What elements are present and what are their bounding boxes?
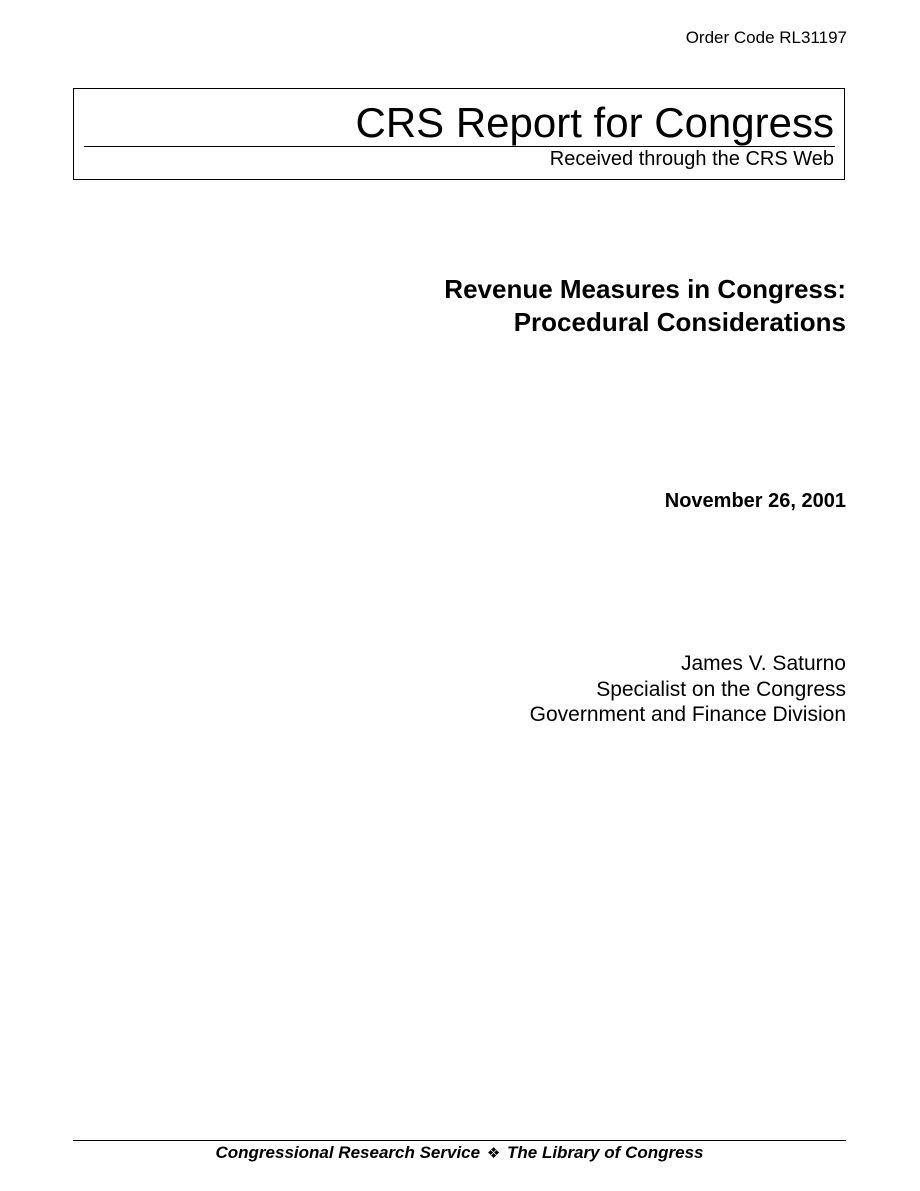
masthead-title: CRS Report for Congress [355, 99, 834, 146]
report-title [246, 273, 846, 339]
author-position: Specialist on the Congress [596, 677, 846, 701]
footer-library: The Library of Congress [507, 1143, 704, 1162]
footer-divider [73, 1140, 846, 1141]
diamond-ornament-icon: ❖ [486, 1144, 501, 1162]
report-title-line: Revenue Measures in Congress: [444, 274, 846, 304]
author-block [530, 651, 846, 728]
report-title-line: Procedural Considerations [513, 307, 846, 337]
masthead-box [73, 88, 845, 180]
footer [73, 1143, 846, 1163]
footer-organization: Congressional Research Service [215, 1143, 481, 1162]
report-date: November 26, 2001 [664, 490, 846, 512]
order-code: Order Code RL31197 [685, 28, 847, 47]
author-name: James V. Saturno [681, 652, 846, 675]
masthead-subtitle: Received through the CRS Web [549, 148, 834, 170]
author-division: Government and Finance Division [529, 703, 846, 726]
